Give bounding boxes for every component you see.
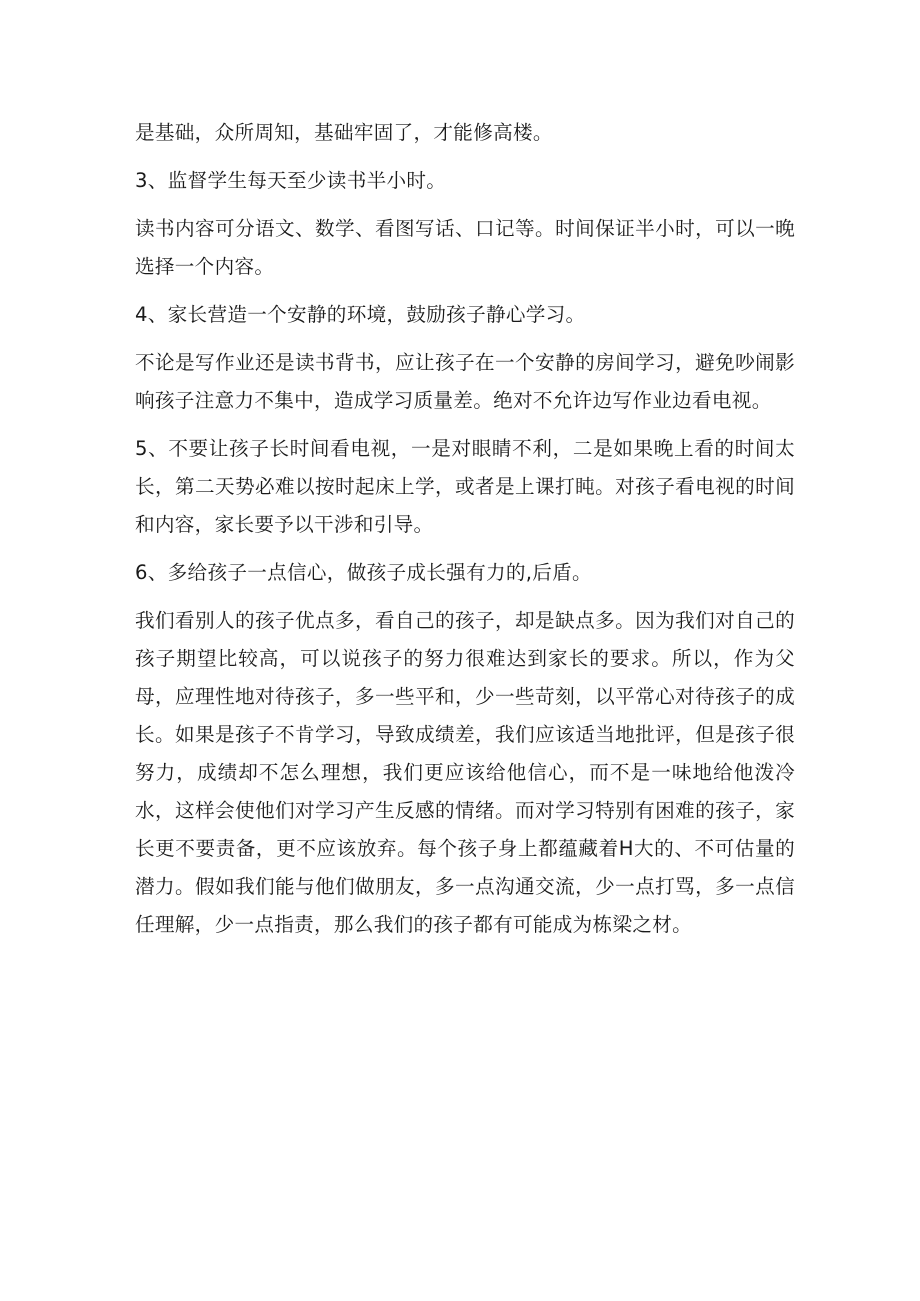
paragraph-intro-continuation: 是基础，众所周知，基础牢固了，才能修高楼。: [135, 121, 553, 144]
paragraph-item-4: 不论是写作业还是读书背书，应让孩子在一个安静的房间学习，避免吵闹影响孩子注意力不集中，造成学习质量差。绝对不允许边写作业边看电视。: [135, 351, 795, 412]
heading-item-4: 4、家长营造一个安静的环境，鼓励孩子静心学习。: [135, 303, 586, 326]
heading-item-3: 3、监督学生每天至少读书半小时。: [135, 169, 447, 192]
paragraph-item-3: 读书内容可分语文、数学、看图写话、口记等。时间保证半小时，可以一晚选择一个内容。: [135, 217, 795, 278]
paragraph-item-6: 我们看别人的孩子优点多，看自己的孩子，却是缺点多。因为我们对自己的孩子期望比较高，可以说孩子的努力很难达到家长的要求。所以，作为父母，应理性地对待孩子，多一些平和，少一些苛刻，以平常心对待孩子的成长。如果是孩子不肯学习，导致成绩差，我们应该适当地批评，但是孩子很努力，成绩却不怎么理想，我们更应该给他信心，而不是一味地给他泼冷水，这样会使他们对学习产生反感的情绪。而对学习特别有困难的孩子，家长更不要责备，更不应该放弃。每个孩子身上都蕴藏着H大的、不可估量的潜力。假如我们能与他们做朋友，多一点沟通交流，少一点打骂，多一点信任理解，少一点指责，那么我们的孩子都有可能成为栋梁之材。: [135, 609, 795, 936]
paragraph-item-5: 5、不要让孩子长时间看电视，一是对眼睛不利，二是如果晚上看的时间太长，第二天势必难以按时起床上学，或者是上课打盹。对孩子看电视的时间和内容，家长要予以干涉和引导。: [135, 437, 795, 536]
heading-item-6: 6、多给孩子一点信心，做孩子成长强有力的,后盾。: [135, 561, 592, 584]
document-body: [135, 114, 795, 954]
